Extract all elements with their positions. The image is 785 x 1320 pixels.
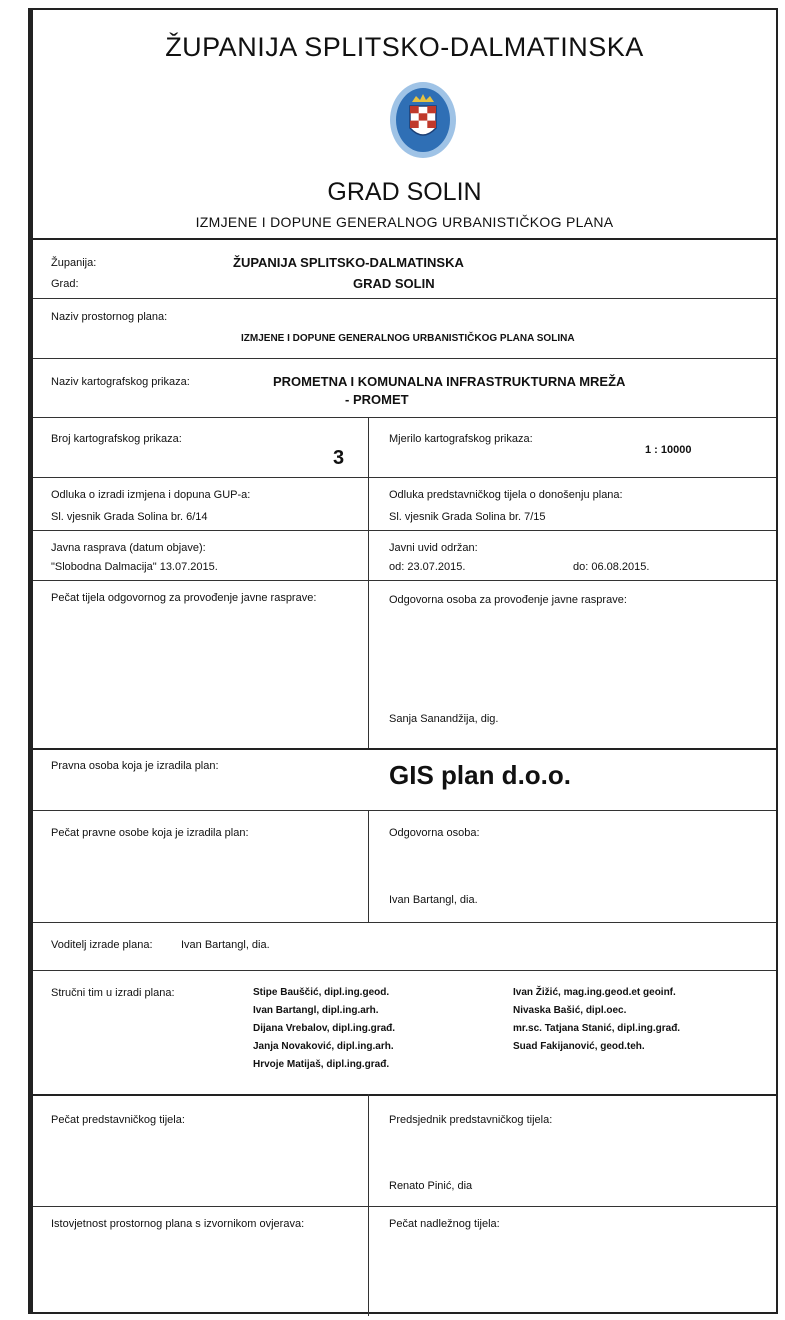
mjerilo-label: Mjerilo kartografskog prikaza: <box>389 433 533 445</box>
title-block <box>28 8 778 1314</box>
divider <box>33 970 776 971</box>
tim-member: Dijana Vrebalov, dipl.ing.građ. <box>253 1023 396 1034</box>
divider <box>33 298 776 299</box>
odluka-value: Sl. vjesnik Grada Solina br. 6/14 <box>51 511 208 523</box>
uvid-do: do: 06.08.2015. <box>573 561 650 573</box>
uvid-od: od: 23.07.2015. <box>389 561 466 573</box>
odgovorna-rasprava-value: Sanja Sanandžija, dig. <box>389 713 499 725</box>
tim-member: Ivan Žižić, mag.ing.geod.et geoinf. <box>513 987 676 998</box>
tim-member: Hrvoje Matijaš, dipl.ing.građ. <box>253 1059 390 1070</box>
plan-naziv-label: Naziv prostornog plana: <box>51 311 168 323</box>
tim-member: Janja Novaković, dipl.ing.arh. <box>253 1041 394 1052</box>
divider <box>33 1206 776 1207</box>
voditelj-label: Voditelj izrade plana: <box>51 939 153 951</box>
divider <box>33 358 776 359</box>
istovjetnost-label: Istovjetnost prostornog plana s izvornikom ovjerava: <box>51 1218 305 1230</box>
broj-label: Broj kartografskog prikaza: <box>51 433 182 445</box>
column-divider <box>368 1094 369 1316</box>
plan-naziv-value: IZMJENE I DOPUNE GENERALNOG URBANISTIČKOG PLANA SOLINA <box>241 333 575 344</box>
divider <box>33 530 776 531</box>
divider <box>33 810 776 811</box>
plan-name-title: IZMJENE I DOPUNE GENERALNOG URBANISTIČKOG PLANA <box>195 214 614 230</box>
divider <box>33 238 776 240</box>
predsjednik-label: Predsjednik predstavničkog tijela: <box>389 1114 553 1126</box>
tim-member: Ivan Bartangl, dipl.ing.arh. <box>253 1005 379 1016</box>
predsjednik-value: Renato Pinić, dia <box>389 1180 473 1192</box>
column-divider <box>368 417 369 748</box>
divider <box>33 1094 776 1096</box>
column-divider <box>368 810 369 922</box>
city-title: GRAD SOLIN <box>327 178 482 206</box>
pravna-osoba-value: GIS plan d.o.o. <box>389 760 571 790</box>
divider <box>33 580 776 581</box>
grad-value: GRAD SOLIN <box>353 276 435 291</box>
divider <box>33 417 776 418</box>
mjerilo-value: 1 : 10000 <box>645 444 692 456</box>
tim-label: Stručni tim u izradi plana: <box>51 987 175 999</box>
voditelj-value: Ivan Bartangl, dia. <box>181 939 270 951</box>
odgovorna-osoba-value: Ivan Bartangl, dia. <box>389 894 478 906</box>
odgovorna-rasprava-label: Odgovorna osoba za provođenje javne rasprave: <box>389 594 627 606</box>
prikaz-naziv-value-2: - PROMET <box>345 392 409 407</box>
divider <box>33 748 776 750</box>
pecat-pravne-label: Pečat pravne osobe koja je izradila plan: <box>51 827 249 839</box>
prikaz-naziv-value-1: PROMETNA I KOMUNALNA INFRASTRUKTURNA MREŽA <box>273 374 626 389</box>
pecat-tijela-label: Pečat tijela odgovornog za provođenje javne rasprave: <box>51 592 317 604</box>
county-title: ŽUPANIJA SPLITSKO-DALMATINSKA <box>165 32 644 62</box>
divider <box>33 477 776 478</box>
divider <box>33 922 776 923</box>
zupanija-label: Županija: <box>51 257 97 269</box>
grad-label: Grad: <box>51 278 79 290</box>
zupanija-value: ŽUPANIJA SPLITSKO-DALMATINSKA <box>233 255 464 270</box>
broj-value: 3 <box>333 447 345 469</box>
prikaz-naziv-label: Naziv kartografskog prikaza: <box>51 376 190 388</box>
tim-member: mr.sc. Tatjana Stanić, dipl.ing.građ. <box>513 1023 681 1034</box>
odluka-label: Odluka o izradi izmjena i dopuna GUP-a: <box>51 489 251 501</box>
rasprava-label: Javna rasprava (datum objave): <box>51 542 206 554</box>
pecat-predstavnickog-label: Pečat predstavničkog tijela: <box>51 1114 185 1126</box>
pravna-osoba-label: Pravna osoba koja je izradila plan: <box>51 760 219 772</box>
odgovorna-osoba-label: Odgovorna osoba: <box>389 827 480 839</box>
uvid-label: Javni uvid održan: <box>389 542 478 554</box>
odluka-tijela-value: Sl. vjesnik Grada Solina br. 7/15 <box>389 511 546 523</box>
tim-member: Suad Fakijanović, geod.teh. <box>513 1041 645 1052</box>
tim-member: Nivaska Bašić, dipl.oec. <box>513 1005 627 1016</box>
rasprava-value: "Slobodna Dalmacija" 13.07.2015. <box>51 561 218 573</box>
coat-of-arms-icon <box>388 80 458 160</box>
odluka-tijela-label: Odluka predstavničkog tijela o donošenju plana: <box>389 489 623 501</box>
tim-member: Stipe Bauščić, dipl.ing.geod. <box>253 987 390 998</box>
pecat-nadleznog-label: Pečat nadležnog tijela: <box>389 1218 500 1230</box>
